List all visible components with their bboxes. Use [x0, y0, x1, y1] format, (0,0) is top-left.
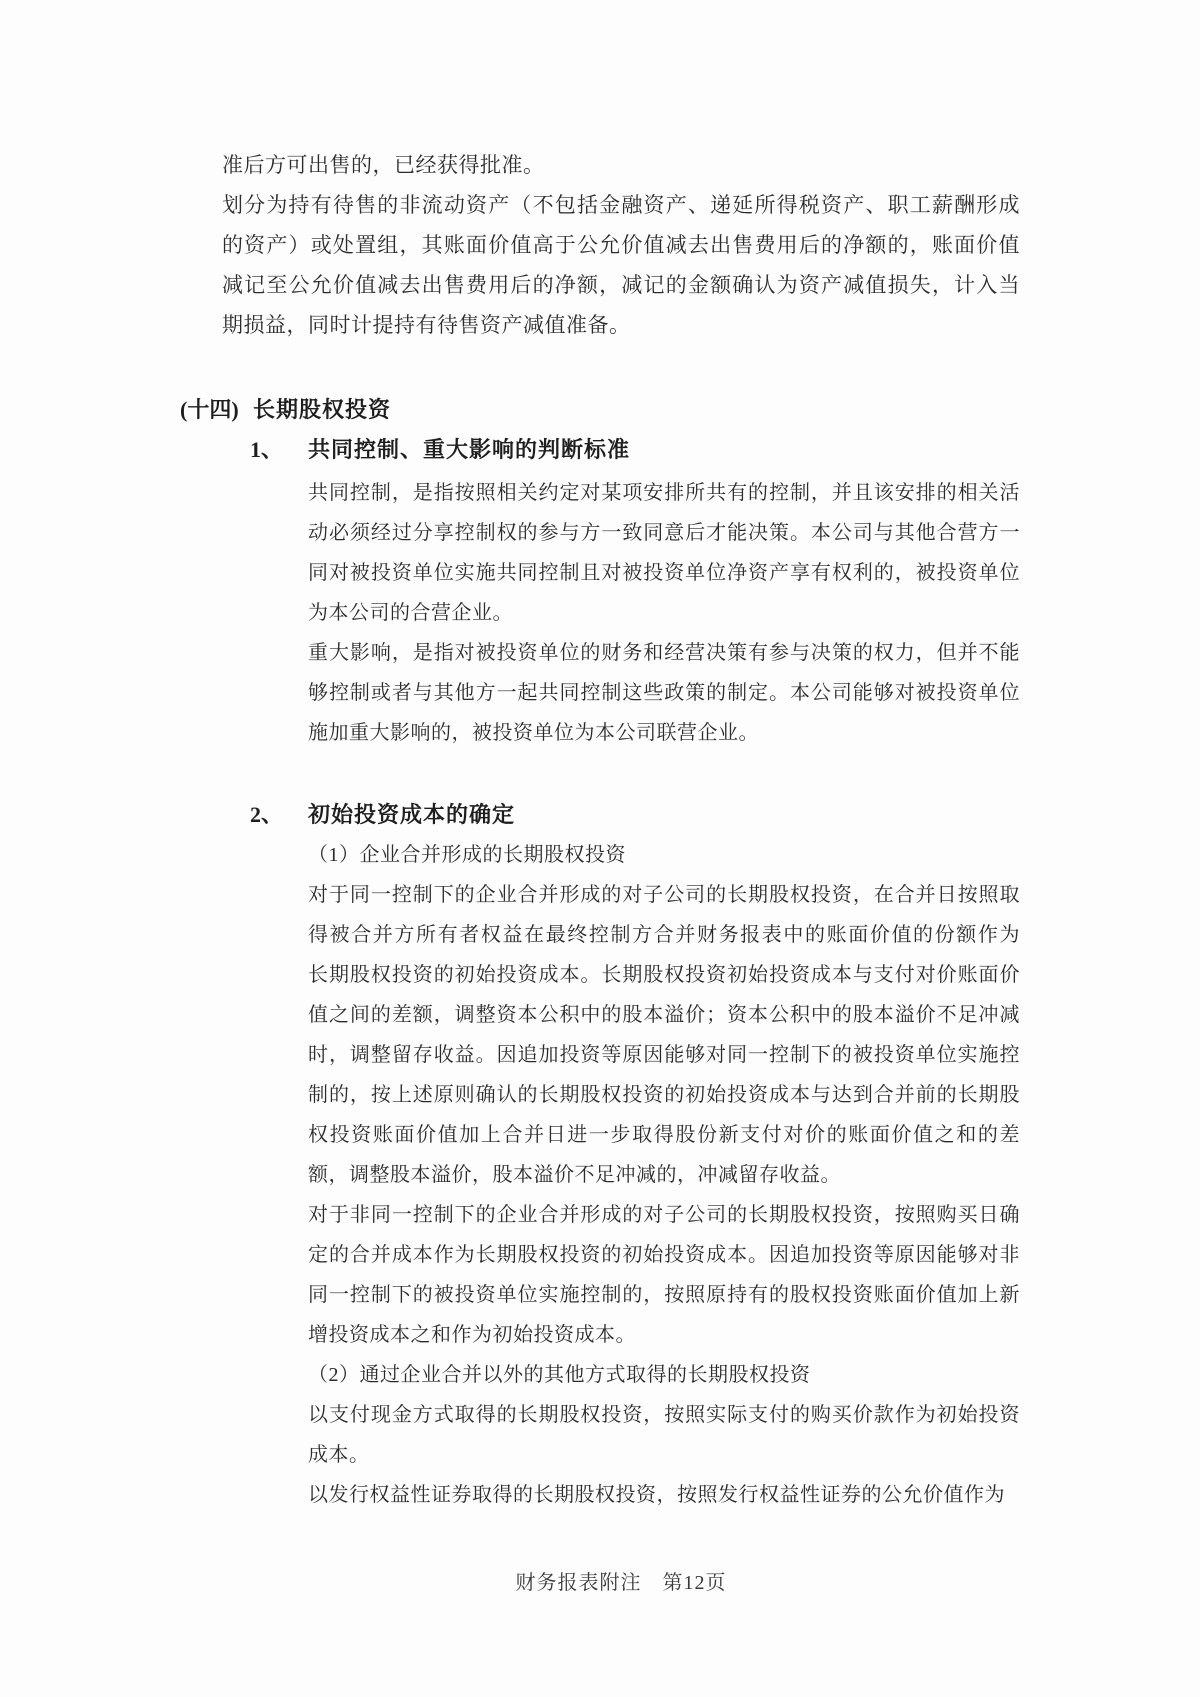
text-line: （1）企业合并形成的长期股权投资 — [308, 844, 626, 866]
subsection-heading-1 — [0, 430, 1200, 470]
text-line: 的资产）或处置组，其账面价值高于公允价值减去出售费用后的净额的，账面价值 — [222, 233, 1020, 257]
text-line: 对于非同一控制下的企业合并形成的对子公司的长期股权投资，按照购买日确 — [308, 1204, 1020, 1226]
text-line: 额，调整股本溢价，股本溢价不足冲减的，冲减留存收益。 — [308, 1164, 841, 1186]
text-line: 成本。 — [308, 1444, 370, 1466]
subsection-title: 共同控制、重大影响的判断标准 — [308, 437, 631, 462]
paragraph-significant-influence — [308, 633, 1020, 753]
subsection-number: 1、 — [250, 437, 284, 462]
text-line: 准后方可出售的，已经获得批准。 — [222, 153, 545, 177]
paragraph-equity-securities — [308, 1475, 1020, 1515]
text-line: 为本公司的合营企业。 — [308, 602, 513, 624]
text-line: 同一控制下的被投资单位实施控制的，按照原持有的股权投资账面价值加上新 — [308, 1284, 1020, 1306]
paragraph-approval-continuation — [222, 145, 1020, 185]
section-title: 长期股权投资 — [253, 397, 392, 422]
text-line: 权投资账面价值加上合并日进一步取得股份新支付对价的账面价值之和的差 — [308, 1124, 1020, 1146]
page-footer: 财务报表附注 第12页 — [515, 1572, 727, 1594]
subsection-title: 初始投资成本的确定 — [308, 802, 516, 827]
text-line: 以支付现金方式取得的长期股权投资，按照实际支付的购买价款作为初始投资 — [308, 1404, 1020, 1426]
subsection-heading-2 — [0, 795, 1200, 835]
paragraph-non-same-control-merger — [308, 1195, 1020, 1355]
subsection-number: 2、 — [250, 802, 284, 827]
text-line: （2）通过企业合并以外的其他方式取得的长期股权投资 — [308, 1364, 811, 1386]
paragraph-same-control-merger — [308, 875, 1020, 1195]
text-line: 同对被投资单位实施共同控制且对被投资单位净资产享有权利的，被投资单位 — [308, 562, 1020, 584]
text-line: 制的，按上述原则确认的长期股权投资的初始投资成本与达到合并前的长期股 — [308, 1084, 1020, 1106]
text-line: 时，调整留存收益。因追加投资等原因能够对同一控制下的被投资单位实施控 — [308, 1044, 1020, 1066]
text-line: 定的合并成本作为长期股权投资的初始投资成本。因追加投资等原因能够对非 — [308, 1244, 1020, 1266]
text-line: 得被合并方所有者权益在最终控制方合并财务报表中的账面价值的份额作为 — [308, 924, 1020, 946]
text-line: 长期股权投资的初始投资成本。长期股权投资初始投资成本与支付对价账面价 — [308, 964, 1020, 986]
paragraph-held-for-sale-assets — [222, 185, 1020, 345]
paragraph-joint-control — [308, 473, 1020, 633]
text-line: 动必须经过分享控制权的参与方一致同意后才能决策。本公司与其他合营方一 — [308, 522, 1020, 544]
text-line: 期损益，同时计提持有待售资产减值准备。 — [222, 313, 631, 337]
text-line: 够控制或者与其他方一起共同控制这些政策的制定。本公司能够对被投资单位 — [308, 682, 1020, 704]
text-line: 值之间的差额，调整资本公积中的股本溢价；资本公积中的股本溢价不足冲减 — [308, 1004, 1020, 1026]
text-line: 重大影响，是指对被投资单位的财务和经营决策有参与决策的权力，但并不能 — [308, 642, 1020, 664]
text-line: 减记至公允价值减去出售费用后的净额，减记的金额确认为资产减值损失，计入当 — [222, 273, 1020, 297]
section-heading-14 — [0, 390, 1200, 430]
text-line: 施加重大影响的，被投资单位为本公司联营企业。 — [308, 722, 759, 744]
text-line: 以发行权益性证券取得的长期股权投资，按照发行权益性证券的公允价值作为 — [308, 1484, 1005, 1506]
paragraph-item-2-title — [308, 1355, 1020, 1395]
section-number: (十四) — [180, 397, 239, 422]
text-line: 共同控制，是指按照相关约定对某项安排所共有的控制，并且该安排的相关活 — [308, 482, 1020, 504]
text-line: 划分为持有待售的非流动资产（不包括金融资产、递延所得税资产、职工薪酬形成 — [222, 193, 1020, 217]
text-line: 对于同一控制下的企业合并形成的对子公司的长期股权投资，在合并日按照取 — [308, 884, 1020, 906]
paragraph-cash-payment — [308, 1395, 1020, 1475]
paragraph-item-1-title — [308, 835, 1020, 875]
text-line: 增投资成本之和作为初始投资成本。 — [308, 1324, 636, 1346]
